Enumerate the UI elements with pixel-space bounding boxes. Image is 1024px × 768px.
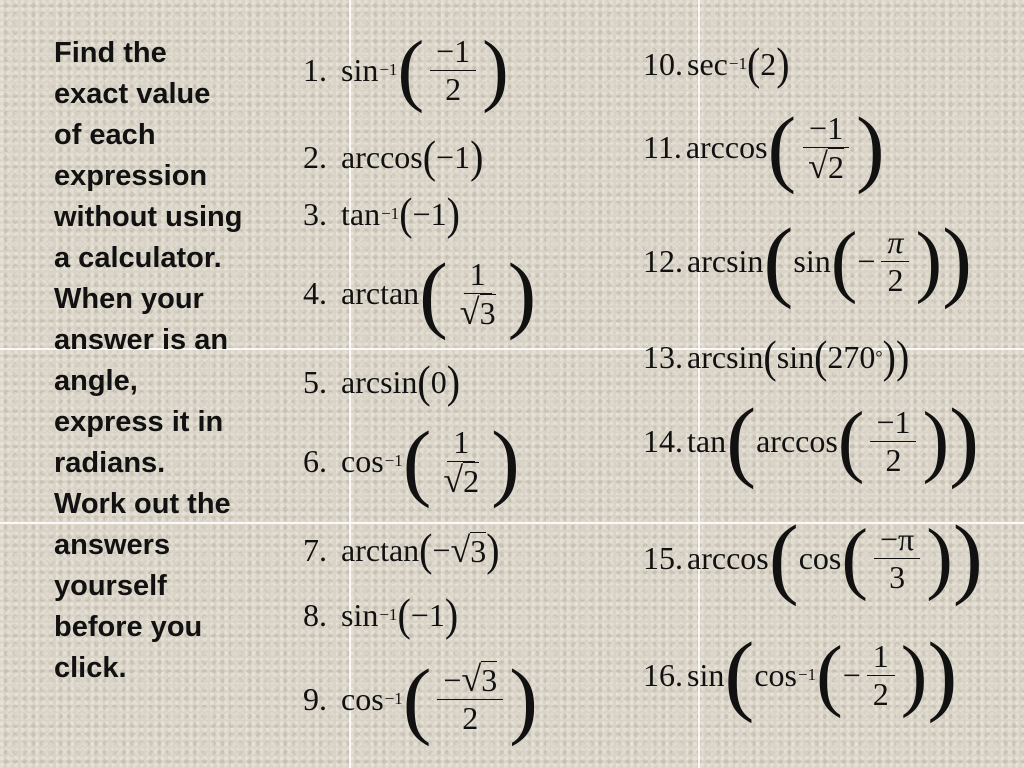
radicand: 3 bbox=[481, 662, 498, 699]
argument: −1 bbox=[412, 195, 447, 232]
radicand: 2 bbox=[827, 148, 844, 185]
open-paren: ( bbox=[841, 514, 868, 602]
denominator: 2 bbox=[872, 675, 889, 712]
open-paren: ( bbox=[763, 211, 794, 310]
fraction bbox=[881, 224, 909, 299]
problem-11[interactable] bbox=[643, 99, 885, 195]
function-name: tan bbox=[687, 422, 727, 459]
inner-function: cos bbox=[798, 539, 842, 576]
argument: 2 bbox=[760, 45, 777, 82]
argument: 0 bbox=[430, 363, 447, 400]
function-name: arccos bbox=[687, 539, 769, 576]
problem-number: 4. bbox=[303, 274, 327, 311]
inner-function: sin bbox=[793, 242, 831, 279]
open-paren: ( bbox=[837, 397, 865, 485]
problem-number: 10. bbox=[643, 45, 683, 82]
problem-3[interactable] bbox=[303, 187, 460, 240]
problem-number: 9. bbox=[303, 680, 327, 717]
minus-sign: − bbox=[432, 531, 451, 568]
problem-number: 1. bbox=[303, 51, 327, 88]
square-root: √ 2 bbox=[443, 459, 480, 500]
close-paren: ) bbox=[882, 330, 896, 383]
function-name: sin bbox=[687, 656, 725, 693]
function-name: arcsin bbox=[341, 363, 418, 400]
fraction bbox=[437, 424, 485, 498]
minus-sign: − bbox=[443, 662, 462, 699]
function-name: arcsin bbox=[687, 242, 764, 279]
problem-1[interactable] bbox=[303, 26, 509, 114]
problem-10[interactable] bbox=[643, 37, 790, 90]
open-paren: ( bbox=[417, 355, 431, 408]
problem-number: 6. bbox=[303, 442, 327, 479]
problem-number: 14. bbox=[643, 422, 683, 459]
close-paren: ) bbox=[776, 37, 790, 90]
inverse-exponent: −1 bbox=[379, 605, 398, 624]
function-name: cos bbox=[341, 442, 384, 479]
problem-7[interactable] bbox=[303, 523, 500, 576]
fraction bbox=[874, 521, 920, 596]
open-paren: ( bbox=[724, 625, 755, 724]
open-paren: ( bbox=[746, 37, 761, 90]
square-root: √ 3 bbox=[459, 291, 496, 332]
problem-9[interactable] bbox=[303, 651, 538, 747]
problem-number: 3. bbox=[303, 195, 327, 232]
numerator: 1 bbox=[447, 424, 475, 462]
numerator: −π bbox=[874, 521, 920, 559]
open-paren: ( bbox=[768, 508, 799, 607]
problem-number: 15. bbox=[643, 539, 683, 576]
problem-number: 16. bbox=[643, 656, 683, 693]
numerator: π bbox=[881, 224, 909, 262]
argument: 270 bbox=[827, 338, 876, 375]
problem-number: 5. bbox=[303, 363, 327, 400]
numerator: 1 bbox=[867, 638, 895, 676]
open-paren: ( bbox=[816, 631, 843, 719]
open-paren: ( bbox=[402, 651, 432, 747]
close-paren: ) bbox=[486, 523, 500, 576]
fraction bbox=[867, 638, 895, 713]
open-paren: ( bbox=[397, 588, 411, 641]
open-paren: ( bbox=[399, 187, 413, 240]
open-paren: ( bbox=[726, 391, 757, 490]
function-name: tan bbox=[341, 195, 381, 232]
square-root: √ 2 bbox=[808, 145, 844, 186]
square-root: √ 3 bbox=[461, 659, 498, 700]
problem-15[interactable] bbox=[643, 508, 983, 607]
function-name: arccos bbox=[341, 138, 423, 175]
numerator: −1 bbox=[430, 33, 476, 71]
denominator: 2 bbox=[885, 441, 902, 478]
numerator: −1 bbox=[803, 110, 849, 148]
close-paren: ) bbox=[895, 330, 910, 383]
function-name: cos bbox=[341, 680, 384, 717]
inner-function: arccos bbox=[756, 422, 838, 459]
open-paren: ( bbox=[422, 130, 437, 183]
numerator: 1 bbox=[464, 256, 492, 294]
square-root: √ 3 bbox=[450, 530, 487, 570]
close-paren: ) bbox=[482, 26, 509, 114]
problem-number: 7. bbox=[303, 531, 327, 568]
denominator: 2 bbox=[445, 70, 462, 107]
fraction bbox=[437, 661, 503, 737]
minus-sign: − bbox=[842, 656, 861, 693]
function-name: arccos bbox=[685, 128, 768, 165]
inverse-exponent: −1 bbox=[379, 60, 398, 79]
open-paren: ( bbox=[814, 330, 828, 383]
problem-6[interactable] bbox=[303, 413, 520, 509]
open-paren: ( bbox=[419, 523, 433, 576]
denominator: 2 bbox=[462, 700, 479, 736]
problem-number: 11. bbox=[643, 128, 682, 165]
fraction bbox=[430, 33, 476, 108]
inverse-exponent: −1 bbox=[728, 54, 747, 73]
degree-symbol: ° bbox=[875, 346, 883, 367]
inverse-exponent: −1 bbox=[384, 689, 403, 708]
open-paren: ( bbox=[767, 99, 797, 195]
numerator bbox=[437, 661, 503, 700]
problem-4[interactable] bbox=[303, 245, 537, 341]
function-name: sin bbox=[341, 596, 379, 633]
argument: −1 bbox=[436, 138, 471, 175]
problem-12[interactable] bbox=[643, 211, 973, 310]
close-paren: ) bbox=[927, 625, 958, 724]
close-paren: ) bbox=[952, 508, 983, 607]
function-name: arctan bbox=[341, 531, 420, 568]
open-paren: ( bbox=[397, 26, 425, 114]
open-paren: ( bbox=[763, 330, 777, 383]
radicand: 2 bbox=[463, 462, 480, 499]
close-paren: ) bbox=[446, 355, 461, 408]
problem-13[interactable] bbox=[643, 330, 910, 383]
close-paren: ) bbox=[926, 514, 953, 602]
problem-5[interactable] bbox=[303, 355, 461, 408]
radicand: 3 bbox=[470, 533, 487, 569]
inverse-exponent: −1 bbox=[384, 451, 403, 470]
close-paren: ) bbox=[470, 130, 484, 183]
radicand: 3 bbox=[479, 294, 496, 331]
function-name: sin bbox=[341, 51, 379, 88]
close-paren: ) bbox=[949, 391, 980, 490]
close-paren: ) bbox=[444, 588, 459, 641]
function-name: sec bbox=[687, 45, 728, 82]
fraction bbox=[454, 256, 502, 330]
close-paren: ) bbox=[900, 631, 928, 719]
open-paren: ( bbox=[419, 245, 448, 341]
instructions-text: Find the exact value of each expression without using a calculator. When your answer is an angle, express it in radians. Work out the answers yourself before you click. bbox=[54, 37, 243, 684]
argument: −1 bbox=[410, 596, 445, 633]
denominator: 3 bbox=[889, 558, 906, 595]
problem-number: 8. bbox=[303, 596, 327, 633]
function-name: arctan bbox=[341, 274, 420, 311]
problem-number: 2. bbox=[303, 138, 327, 175]
problem-14[interactable] bbox=[643, 391, 980, 490]
denominator: 2 bbox=[887, 261, 904, 298]
close-paren: ) bbox=[509, 651, 538, 747]
fraction bbox=[802, 110, 850, 184]
problem-number: 13. bbox=[643, 338, 683, 375]
close-paren: ) bbox=[922, 397, 950, 485]
close-paren: ) bbox=[507, 245, 537, 341]
problem-2[interactable] bbox=[303, 130, 484, 183]
open-paren: ( bbox=[402, 413, 432, 509]
inner-function: sin bbox=[776, 338, 815, 375]
open-paren: ( bbox=[830, 217, 858, 305]
minus-sign: − bbox=[857, 242, 876, 279]
problem-16[interactable] bbox=[643, 625, 958, 724]
function-name: arcsin bbox=[687, 338, 764, 375]
inverse-exponent: −1 bbox=[381, 204, 400, 223]
close-paren: ) bbox=[915, 217, 943, 305]
fraction bbox=[870, 404, 916, 479]
inner-function: cos bbox=[754, 656, 797, 693]
problem-8[interactable] bbox=[303, 588, 459, 641]
close-paren: ) bbox=[855, 99, 885, 195]
close-paren: ) bbox=[942, 211, 973, 310]
numerator: −1 bbox=[870, 404, 916, 442]
close-paren: ) bbox=[446, 187, 460, 240]
problem-number: 12. bbox=[643, 242, 683, 279]
close-paren: ) bbox=[491, 413, 520, 509]
inverse-exponent: −1 bbox=[797, 665, 817, 684]
